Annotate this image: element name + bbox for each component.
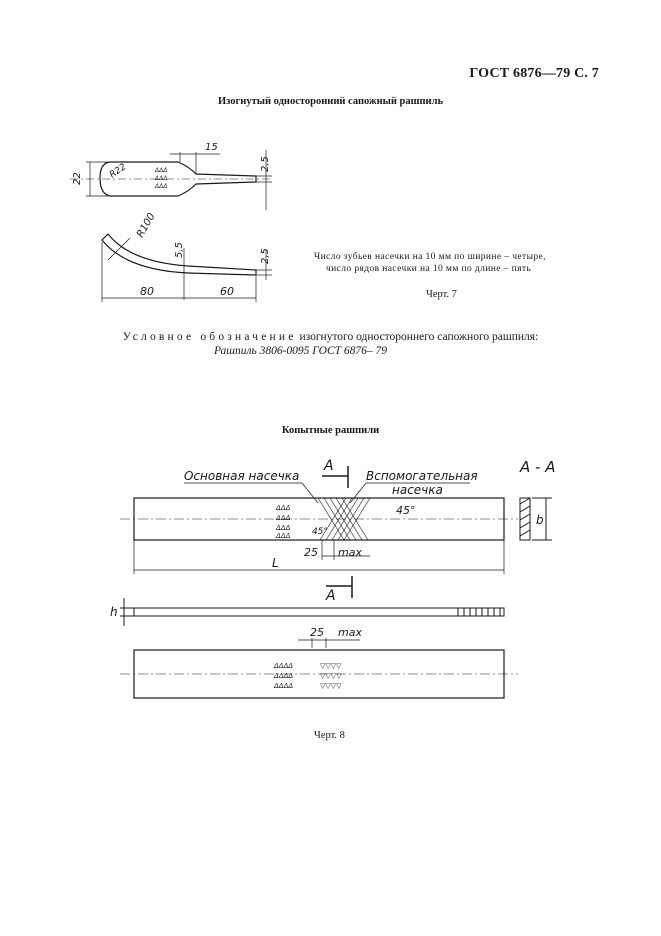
angle-small-label: 45° — [312, 527, 328, 537]
svg-text:ΔΔΔ: ΔΔΔ — [155, 183, 168, 190]
dim-25-top-label: 25 — [304, 546, 318, 559]
hoof-rasp-side — [120, 598, 504, 626]
angle-large-label: 45° — [396, 504, 416, 517]
svg-text:▽▽▽▽: ▽▽▽▽ — [320, 662, 342, 670]
teeth-pattern — [154, 167, 167, 190]
figure7-caption: Черт. 7 — [426, 289, 457, 300]
label-aux-cut-2: насечка — [392, 483, 443, 497]
dim-60-label: 60 — [220, 285, 234, 298]
page-header: ГОСТ 6876—79 С. 7 — [469, 66, 599, 81]
dim-22-label: 22 — [72, 172, 83, 185]
rasp-top-view — [70, 162, 270, 196]
designation-lead: Условное обозначение — [122, 331, 297, 343]
svg-text:▽▽▽▽: ▽▽▽▽ — [320, 672, 342, 680]
dim-h-label: h — [110, 605, 118, 619]
dim-L — [134, 540, 504, 574]
svg-text:ΔΔΔΔ: ΔΔΔΔ — [274, 662, 294, 670]
designation-rest: изогнутого одностороннего сапожного рашпиля: — [296, 331, 539, 343]
svg-text:▽▽▽▽: ▽▽▽▽ — [320, 682, 342, 690]
dim-max-bottom-label: max — [338, 626, 362, 639]
section-mark-top-label: А — [324, 458, 334, 474]
dim-L-label: L — [272, 556, 279, 570]
section1-title: Изогнутый односторонний сапожный рашпиль — [217, 96, 444, 107]
dim-25-max-bottom — [298, 638, 360, 648]
label-main-cut: Основная насечка — [184, 469, 300, 483]
svg-text:ΔΔΔ: ΔΔΔ — [155, 167, 168, 174]
figure8-caption: Черт. 8 — [314, 730, 345, 741]
svg-text:ΔΔΔ: ΔΔΔ — [276, 514, 291, 522]
dim-2-5-bottom-label: 2,5 — [260, 248, 271, 264]
section-view-label: А - А — [520, 458, 556, 476]
figure7-drawing — [60, 130, 320, 310]
dim-15-label: 15 — [205, 142, 218, 153]
svg-text:ΔΔΔ: ΔΔΔ — [276, 504, 291, 512]
teeth-note-line2: число рядов насечки на 10 мм по длине – пять — [326, 264, 532, 274]
designation-example: Рашпиль 3806-0095 ГОСТ 6876– 79 — [213, 345, 388, 357]
section-mark-bottom-label: А — [326, 588, 336, 604]
svg-text:ΔΔΔΔ: ΔΔΔΔ — [274, 672, 294, 680]
dim-r22-label: R22 — [107, 162, 129, 181]
designation-line — [0, 331, 661, 343]
dim-5-5-label: 5,5 — [174, 242, 185, 258]
dim-b-label: b — [536, 513, 544, 527]
svg-text:ΔΔΔ: ΔΔΔ — [276, 524, 291, 532]
dim-80-label: 80 — [140, 285, 154, 298]
dim-max-top-label: max — [338, 546, 362, 559]
dim-25-bottom-label: 25 — [310, 626, 324, 639]
svg-text:ΔΔΔ: ΔΔΔ — [155, 175, 168, 182]
label-aux-cut-1: Вспомогательная — [366, 469, 478, 483]
hoof-rasp-bottom — [120, 650, 518, 698]
svg-text:ΔΔΔΔ: ΔΔΔΔ — [274, 682, 294, 690]
figure8-drawing — [100, 448, 570, 710]
section2-title: Копытные рашпили — [281, 425, 380, 436]
svg-text:ΔΔΔ: ΔΔΔ — [276, 532, 291, 540]
teeth-note-line1: Число зубьев насечки на 10 мм по ширине – четыре, — [314, 252, 546, 262]
dim-2-5-top-label: 2,5 — [260, 156, 271, 172]
dim-15 — [170, 152, 220, 174]
dim-r100-label: R100 — [135, 211, 158, 240]
bottom-teeth — [273, 662, 342, 690]
main-cut-teeth — [275, 504, 291, 540]
